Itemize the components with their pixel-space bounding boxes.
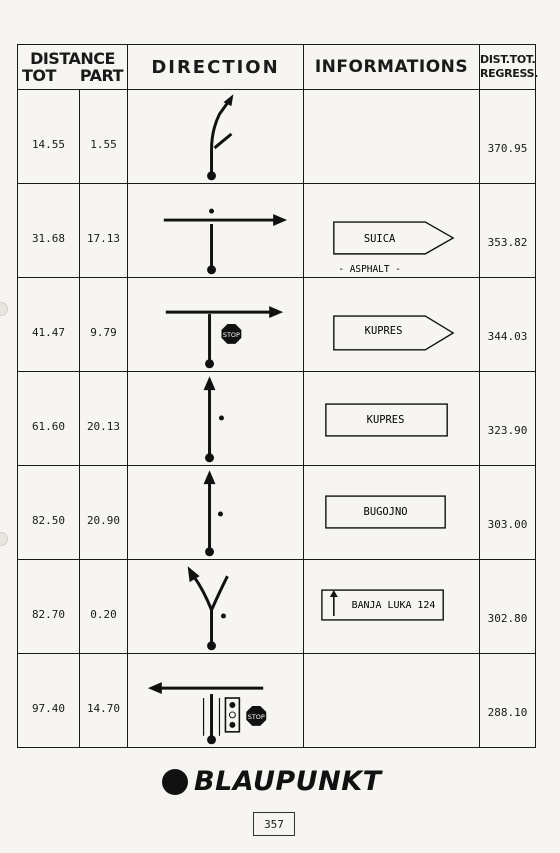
part-cell: 9.79 — [80, 278, 128, 372]
svg-text:STOP: STOP — [222, 330, 240, 339]
direction-sign — [304, 372, 479, 465]
direction-sign — [304, 184, 479, 277]
direction-cell — [128, 560, 304, 654]
regress-cell: 303.00 — [480, 466, 536, 560]
tot-cell: 31.68 — [18, 184, 80, 278]
roadbook-table — [17, 44, 539, 748]
table-row — [18, 466, 536, 560]
direction-cell — [128, 184, 304, 278]
blaupunkt-logo — [162, 766, 382, 797]
info-cell — [304, 654, 480, 748]
regress-label-2: REGRESS. — [480, 67, 539, 80]
regress-cell: 323.90 — [480, 372, 536, 466]
sign-text: BANJA LUKA 124 — [351, 599, 436, 611]
regress-label-1: DIST.TOT. — [480, 53, 536, 66]
table-row — [18, 560, 536, 654]
fork-right-icon — [128, 90, 303, 183]
regress-header — [480, 45, 539, 90]
distance-label: DISTANCE — [30, 49, 115, 68]
tot-cell: 14.55 — [18, 90, 80, 184]
tot-cell: 97.40 — [18, 654, 80, 748]
logo-dot-icon — [162, 769, 188, 795]
regress-cell: 353.82 — [480, 184, 536, 278]
sign-text: KUPRES — [364, 324, 403, 337]
header-row — [18, 45, 536, 90]
punch-hole — [0, 532, 8, 546]
road-surface-note: - ASPHALT - — [338, 263, 401, 275]
sign-text: BUGOJNO — [363, 505, 408, 518]
brand-name: BLAUPUNKT — [194, 766, 382, 797]
part-cell: 0.20 — [80, 560, 128, 654]
informations-header: INFORMATIONS — [304, 45, 480, 90]
direction-cell — [128, 372, 304, 466]
direction-cell — [128, 466, 304, 560]
tot-cell: 82.50 — [18, 466, 80, 560]
tot-cell: 41.47 — [18, 278, 80, 372]
t-junction-stop-icon — [128, 278, 303, 371]
regress-cell: 344.03 — [480, 278, 536, 372]
punch-hole — [0, 302, 8, 316]
straight-ahead-icon — [128, 466, 303, 559]
regress-cell: 288.10 — [480, 654, 536, 748]
t-junction-left-icon — [128, 654, 303, 747]
info-cell — [304, 90, 480, 184]
part-label: PART — [79, 66, 123, 85]
fork-left-icon — [128, 560, 303, 653]
straight-ahead-icon — [128, 372, 303, 465]
direction-cell — [128, 278, 304, 372]
direction-header: DIRECTION — [128, 45, 304, 90]
direction-cell — [128, 90, 304, 184]
tot-label: TOT — [22, 66, 56, 85]
info-cell — [304, 560, 480, 654]
direction-sign — [304, 278, 479, 371]
part-cell: 1.55 — [80, 90, 128, 184]
info-cell — [304, 466, 480, 560]
tot-cell: 61.60 — [18, 372, 80, 466]
table-row — [18, 184, 536, 278]
info-cell — [304, 184, 480, 278]
regress-cell: 370.95 — [480, 90, 536, 184]
regress-cell: 302.80 — [480, 560, 536, 654]
info-cell — [304, 278, 480, 372]
page-number: 357 — [253, 812, 295, 836]
table-row — [18, 654, 536, 748]
table-row — [18, 278, 536, 372]
direction-sign — [304, 466, 479, 559]
table-row — [18, 372, 536, 466]
distance-header — [18, 45, 128, 90]
table-row — [18, 90, 536, 184]
part-cell: 20.90 — [80, 466, 128, 560]
part-cell: 17.13 — [80, 184, 128, 278]
sign-text: KUPRES — [366, 413, 405, 426]
direction-cell — [128, 654, 304, 748]
direction-sign — [304, 560, 479, 653]
t-junction-right-icon — [128, 184, 303, 277]
sign-text: SUICA — [363, 232, 396, 245]
info-cell — [304, 372, 480, 466]
part-cell: 20.13 — [80, 372, 128, 466]
tot-cell: 82.70 — [18, 560, 80, 654]
part-cell: 14.70 — [80, 654, 128, 748]
svg-text:STOP: STOP — [247, 712, 265, 721]
